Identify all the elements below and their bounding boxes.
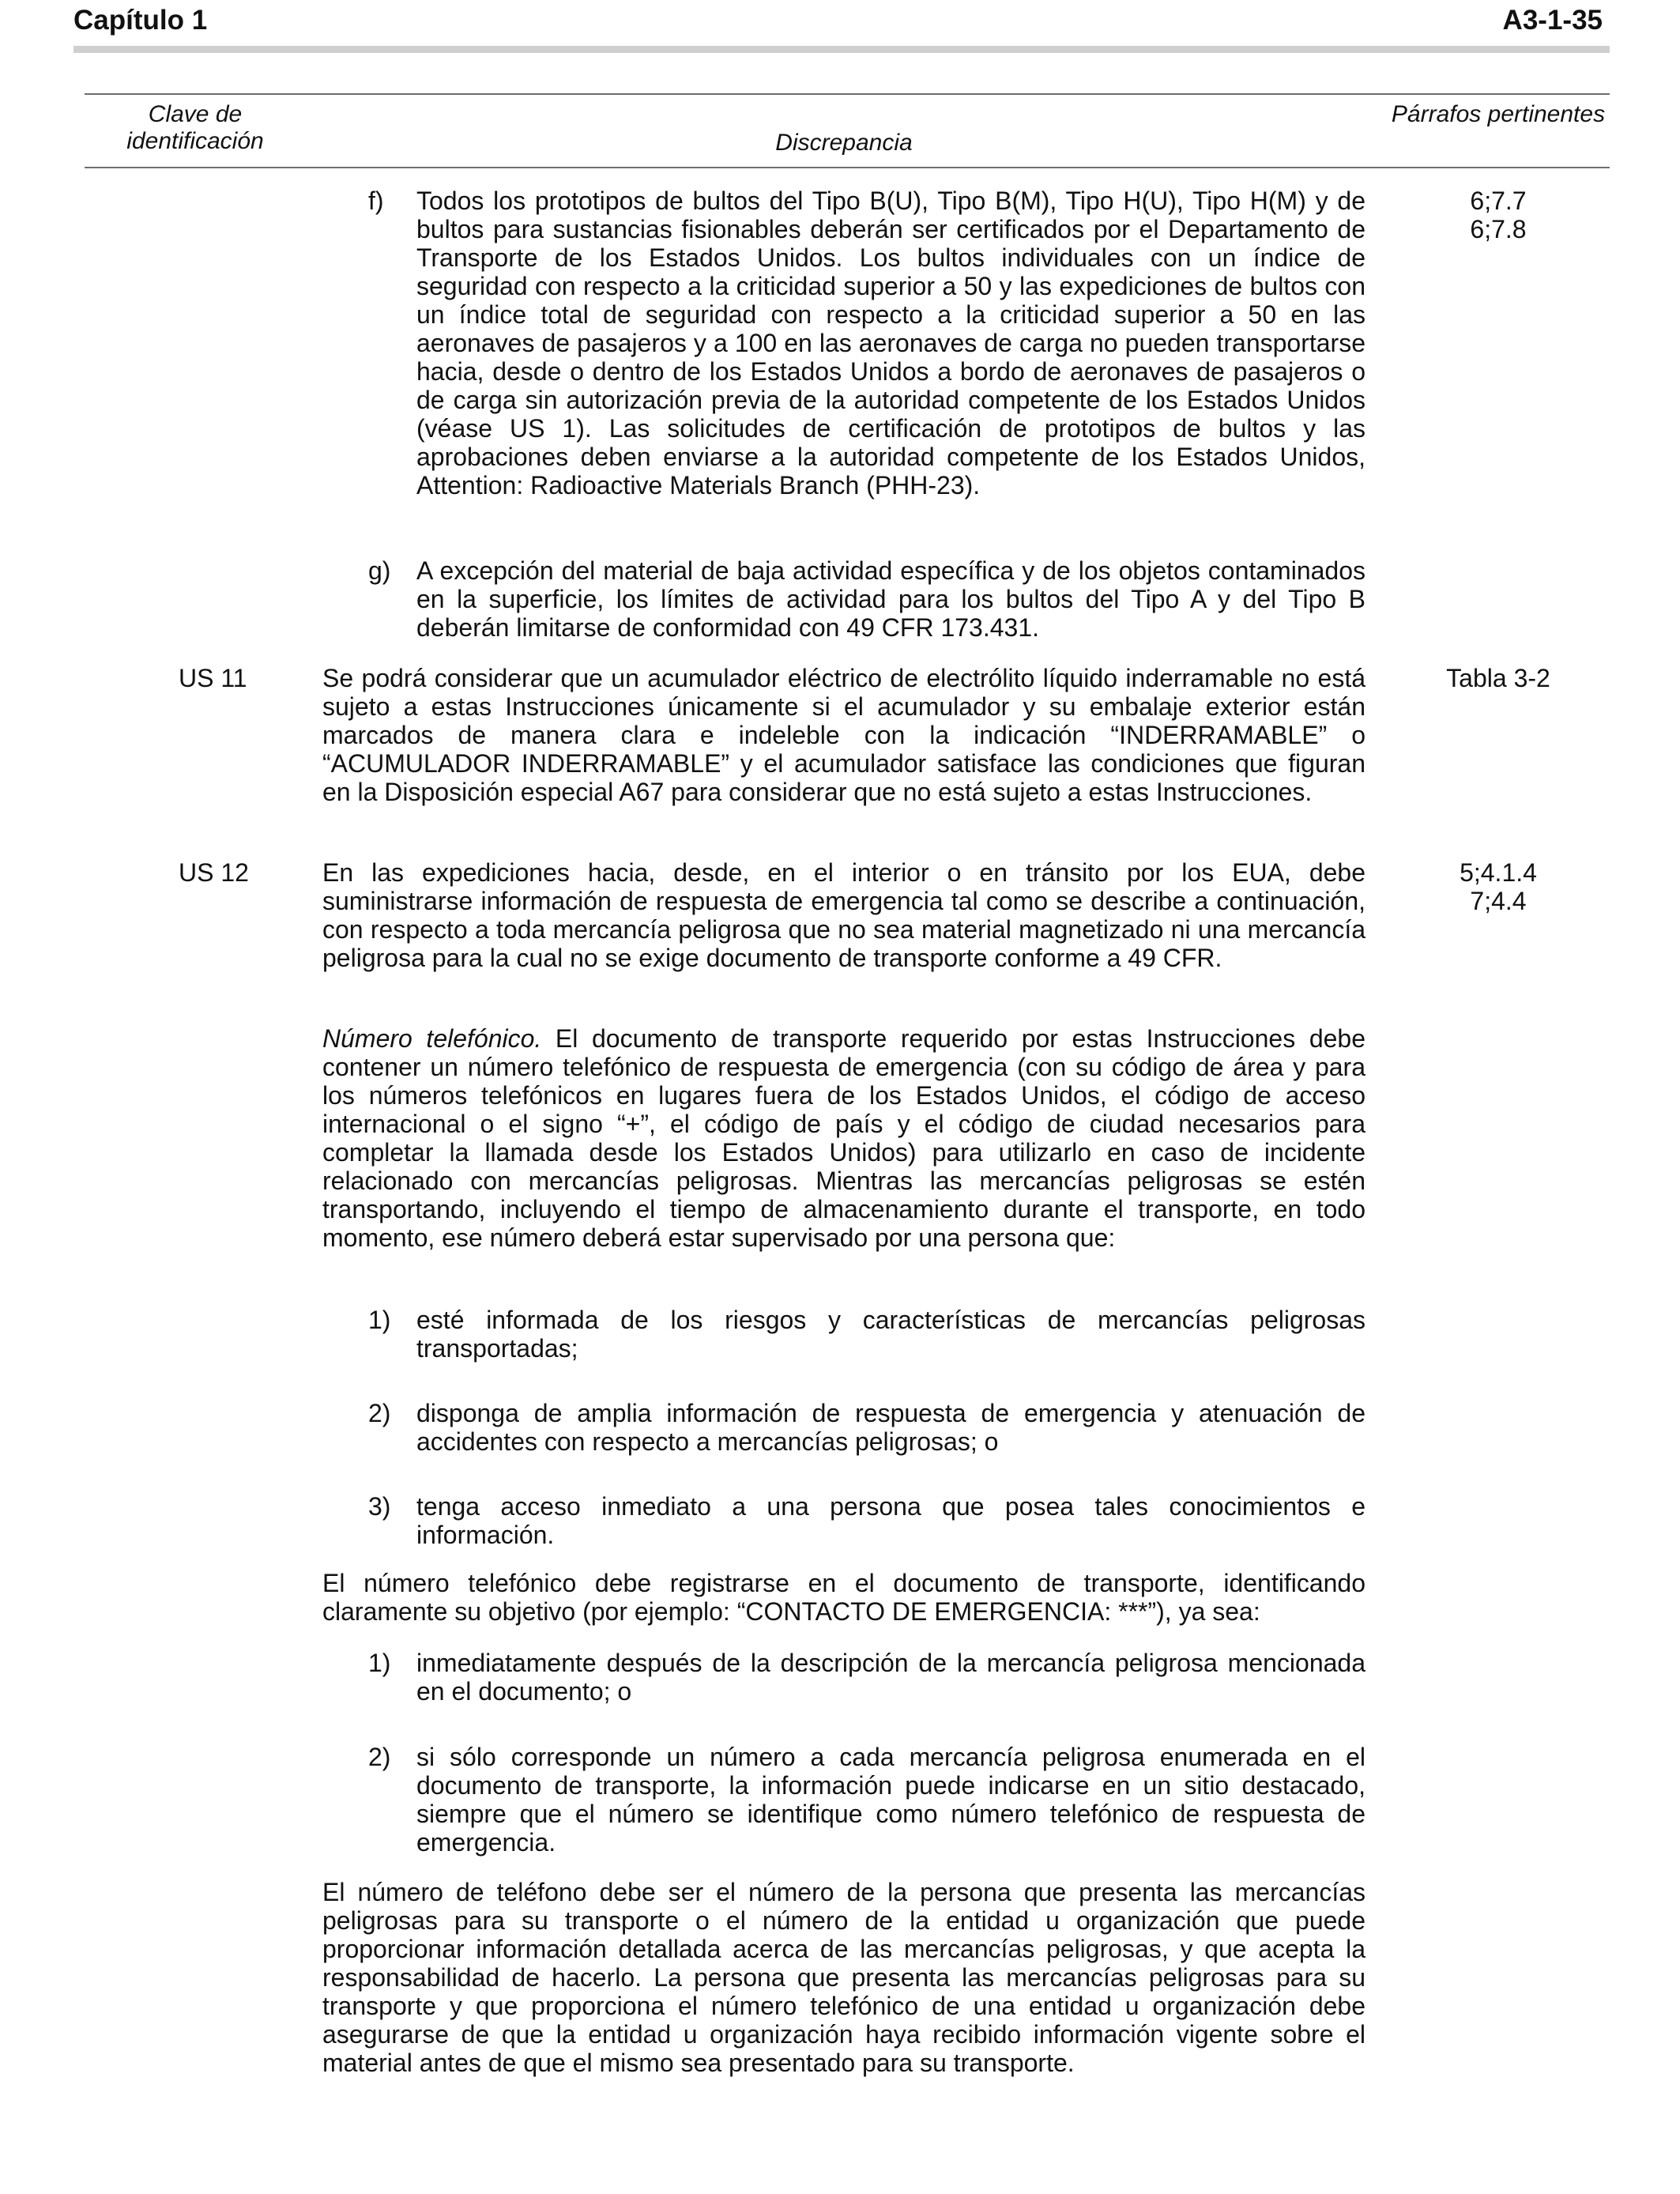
page-number: A3-1-35 [1502, 5, 1603, 36]
list1-marker: 3) [368, 1492, 391, 1521]
item-f-text: Todos los prototipos de bultos del Tipo B(U), Tipo B(M), Tipo H(U), Tipo H(M) y de bultos para sustancias fisionables deberán ser certificados por el Departamento de Transporte de los Estados Unidos. Los bultos individuales con un índice de seguridad con respecto a la criticidad superior a 50 y las expediciones de bultos con un índice total de seguridad con respecto a la criticidad superior a 50 en las aeronaves de pasajeros y a 100 en las aeronaves de carga no pueden transportarse hacia, desde o dentro de los Estados Unidos a bordo de aeronaves de pasajeros o de carga sin autorización previa de la autoridad competente de los Estados Unidos (véase US 1). Las solicitudes de certificación de prototipos de bultos y las aprobaciones deben enviarse a la autoridad competente de los Estados Unidos, Attention: Radioactive Materials Branch (PHH-23). [416, 187, 1365, 499]
column-header-discrepancy: Discrepancia [775, 130, 913, 156]
us12-phone-paragraph [322, 1024, 1365, 1252]
list1-item: esté informada de los riesgos y características de mercancías peligrosas transportadas; [416, 1306, 1365, 1363]
reference-line: 5;4.1.4 [1460, 858, 1537, 887]
column-header-paragraphs: Párrafos pertinentes [1391, 101, 1606, 127]
item-f-marker: f) [368, 187, 384, 215]
table-header-rule [85, 167, 1610, 168]
us12-intro: En las expediciones hacia, desde, en el interior o en tránsito por los EUA, debe suministrarse información de respuesta de emergencia tal como se describe a continuación, con respecto a toda mercancía peligrosa que no sea material magnetizado ni una mercancía peligrosa para la cual no se exige documento de transporte conforme a 49 CFR. [322, 858, 1365, 972]
reference-line: 6;7.8 [1470, 215, 1527, 243]
list2-item: si sólo corresponde un número a cada mercancía peligrosa enumerada en el documento de transporte, la información puede indicarse en un sitio destacado, siempre que el número se identifique como número telefónico de respuesta de emergencia. [416, 1743, 1365, 1857]
reference-line: Tabla 3-2 [1446, 664, 1550, 692]
chapter-title: Capítulo 1 [73, 5, 208, 36]
list2-item: inmediatamente después de la descripción de la mercancía peligrosa mencionada en el documento; o [416, 1649, 1365, 1706]
item-f-reference [1388, 187, 1609, 243]
header-rule [73, 46, 1610, 53]
key-us11: US 11 [179, 664, 247, 692]
key-us12: US 12 [179, 858, 249, 887]
list2-marker: 1) [368, 1649, 391, 1677]
us11-text: Se podrá considerar que un acumulador eléctrico de electrólito líquido inderramable no está sujeto a estas Instrucciones únicamente si el acumulador y su embalaje exterior están marcados de manera clara e indeleble con la indicación “INDERRAMABLE” o “ACUMULADOR INDERRAMABLE” y el acumulador satisface las condiciones que figuran en la Disposición especial A67 para considerar que no está sujeto a estas Instrucciones. [322, 664, 1365, 806]
list1-marker: 1) [368, 1306, 391, 1334]
table-top-rule [85, 93, 1610, 95]
us12-closing-paragraph: El número de teléfono debe ser el número de la persona que presenta las mercancías peligrosas para su transporte o el número de la entidad u organización que puede proporcionar información detallada acerca de las mercancías peligrosas, y que acepta la responsabilidad de hacerlo. La persona que presenta las mercancías peligrosas para su transporte y que proporciona el número telefónico de una entidad u organización debe asegurarse de que la entidad u organización haya recibido información vigente sobre el material antes de que el mismo sea presentado para su transporte. [322, 1878, 1365, 2077]
list1-marker: 2) [368, 1399, 391, 1427]
phone-text: El documento de transporte requerido por estas Instrucciones debe contener un número telefónico de respuesta de emergencia (con su código de área y para los números telefónicos en lugares fuera de los Estados Unidos, el código de acceso internacional o el signo “+”, el código de país y el código de ciudad necesarios para completar la llamada desde los Estados Unidos) para utilizarlo en caso de incidente relacionado con mercancías peligrosas. Mientras las mercancías peligrosas se estén transportando, incluyendo el tiempo de almacenamiento durante el transporte, en todo momento, ese número deberá estar supervisado por una persona que: [322, 1024, 1366, 1252]
list2-marker: 2) [368, 1743, 391, 1771]
column-header-key: Clave de identificación [126, 101, 264, 154]
list1-item: tenga acceso inmediato a una persona que posea tales conocimientos e información. [416, 1492, 1365, 1549]
item-g-marker: g) [368, 556, 391, 585]
us12-register-paragraph: El número telefónico debe registrarse en el documento de transporte, identificando claramente su objetivo (por ejemplo: “CONTACTO DE EMERGENCIA: ***”), ya sea: [322, 1569, 1365, 1626]
item-g-text: A excepción del material de baja actividad específica y de los objetos contaminados en la superficie, los límites de actividad para los bultos del Tipo A y del Tipo B deberán limitarse de conformidad con 49 CFR 173.431. [416, 556, 1365, 642]
us11-reference [1388, 664, 1609, 692]
phone-title: Número telefónico. [322, 1024, 542, 1053]
reference-line: 7;4.4 [1470, 887, 1527, 915]
reference-line: 6;7.7 [1470, 187, 1527, 215]
list1-item: disponga de amplia información de respuesta de emergencia y atenuación de accidentes con respecto a mercancías peligrosas; o [416, 1399, 1365, 1456]
us12-reference [1388, 858, 1609, 915]
